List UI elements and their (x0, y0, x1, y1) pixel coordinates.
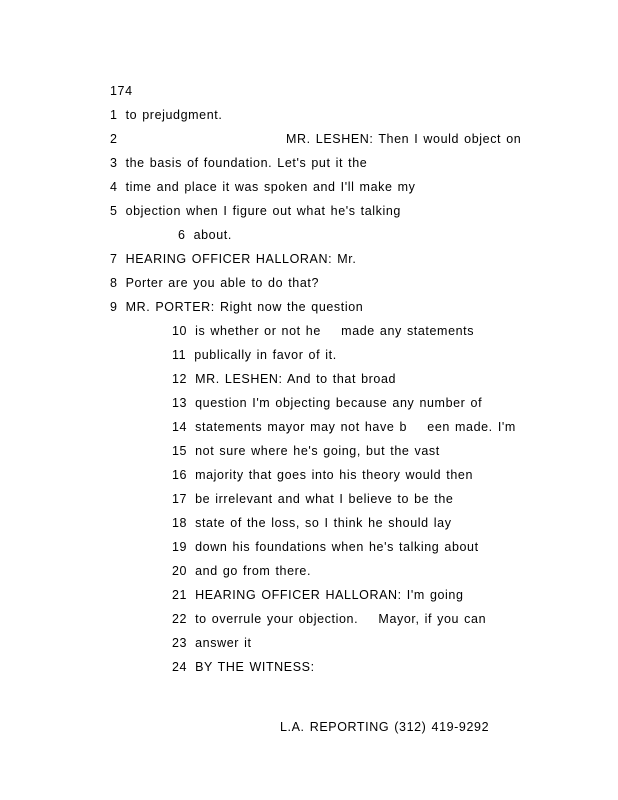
line-number: 2 (110, 132, 118, 146)
line-text: state of the loss, so I think he should lay (195, 516, 452, 530)
transcript-line (172, 540, 479, 554)
line-number: 17 (172, 492, 188, 506)
transcript-line (110, 156, 367, 170)
transcript-line (110, 300, 363, 314)
transcript-line (172, 324, 474, 338)
line-text: HEARING OFFICER HALLORAN: Mr. (125, 252, 357, 266)
line-number: 23 (172, 636, 188, 650)
transcript-line (172, 516, 452, 530)
line-text: MR. LESHEN: And to that broad (195, 372, 397, 386)
line-number: 20 (172, 564, 188, 578)
line-text: majority that goes into his theory would then (195, 468, 473, 482)
line-text: time and place it was spoken and I'll make my (125, 180, 416, 194)
line-text: down his foundations when he's talking about (195, 540, 479, 554)
line-number: 9 (110, 300, 118, 314)
line-number: 12 (172, 372, 188, 386)
line-text: answer it (195, 636, 252, 650)
line-number: 19 (172, 540, 188, 554)
line-number: 8 (110, 276, 118, 290)
transcript-line (172, 468, 473, 482)
transcript-line (110, 108, 222, 122)
line-number: 5 (110, 204, 118, 218)
line-text: to prejudgment. (125, 108, 223, 122)
line-number: 24 (172, 660, 188, 674)
line-number: 7 (110, 252, 118, 266)
page-number: 174 (110, 84, 133, 98)
reporter-footer: L.A. REPORTING (312) 419-9292 (280, 720, 490, 734)
transcript-line (178, 228, 232, 242)
line-text: BY THE WITNESS: (195, 660, 315, 674)
line-text: statements mayor may not have b een made. I'm (195, 420, 516, 434)
transcript-line (172, 372, 396, 386)
line-number: 1 (110, 108, 118, 122)
line-number: 15 (172, 444, 188, 458)
line-number: 4 (110, 180, 118, 194)
line-text: and go from there. (195, 564, 312, 578)
transcript-line (172, 636, 252, 650)
transcript-line (110, 180, 415, 194)
transcript-line (172, 348, 337, 362)
line-number: 11 (172, 348, 187, 362)
transcript-line (172, 444, 440, 458)
transcript-line (172, 612, 486, 626)
line-text: be irrelevant and what I believe to be the (195, 492, 454, 506)
line-number: 22 (172, 612, 188, 626)
line-text: HEARING OFFICER HALLORAN: I'm going (195, 588, 464, 602)
transcript-line (110, 132, 118, 146)
transcript-line (172, 420, 516, 434)
line-text: the basis of foundation. Let's put it the (125, 156, 368, 170)
transcript-line (172, 660, 315, 674)
transcript-line (110, 276, 319, 290)
transcript-line (110, 204, 401, 218)
line-text: Porter are you able to do that? (125, 276, 320, 290)
line-text: publically in favor of it. (194, 348, 337, 362)
line-text: about. (193, 228, 232, 242)
transcript-line-text: MR. LESHEN: Then I would object on (286, 132, 522, 146)
transcript-line (172, 396, 482, 410)
line-number: 6 (178, 228, 186, 242)
line-number: 21 (172, 588, 188, 602)
line-number: 3 (110, 156, 118, 170)
line-text: to overrule your objection. Mayor, if you can (195, 612, 487, 626)
transcript-line (172, 588, 464, 602)
transcript-line (172, 564, 311, 578)
line-text: objection when I figure out what he's talking (125, 204, 401, 218)
line-number: 18 (172, 516, 188, 530)
line-text: not sure where he's going, but the vast (195, 444, 440, 458)
line-number: 13 (172, 396, 188, 410)
line-number: 10 (172, 324, 188, 338)
transcript-line (110, 252, 356, 266)
transcript-line (172, 492, 453, 506)
line-text: is whether or not he made any statements (195, 324, 475, 338)
line-number: 16 (172, 468, 188, 482)
line-number: 14 (172, 420, 188, 434)
line-text: question I'm objecting because any number of (195, 396, 483, 410)
line-text: MR. PORTER: Right now the question (125, 300, 364, 314)
